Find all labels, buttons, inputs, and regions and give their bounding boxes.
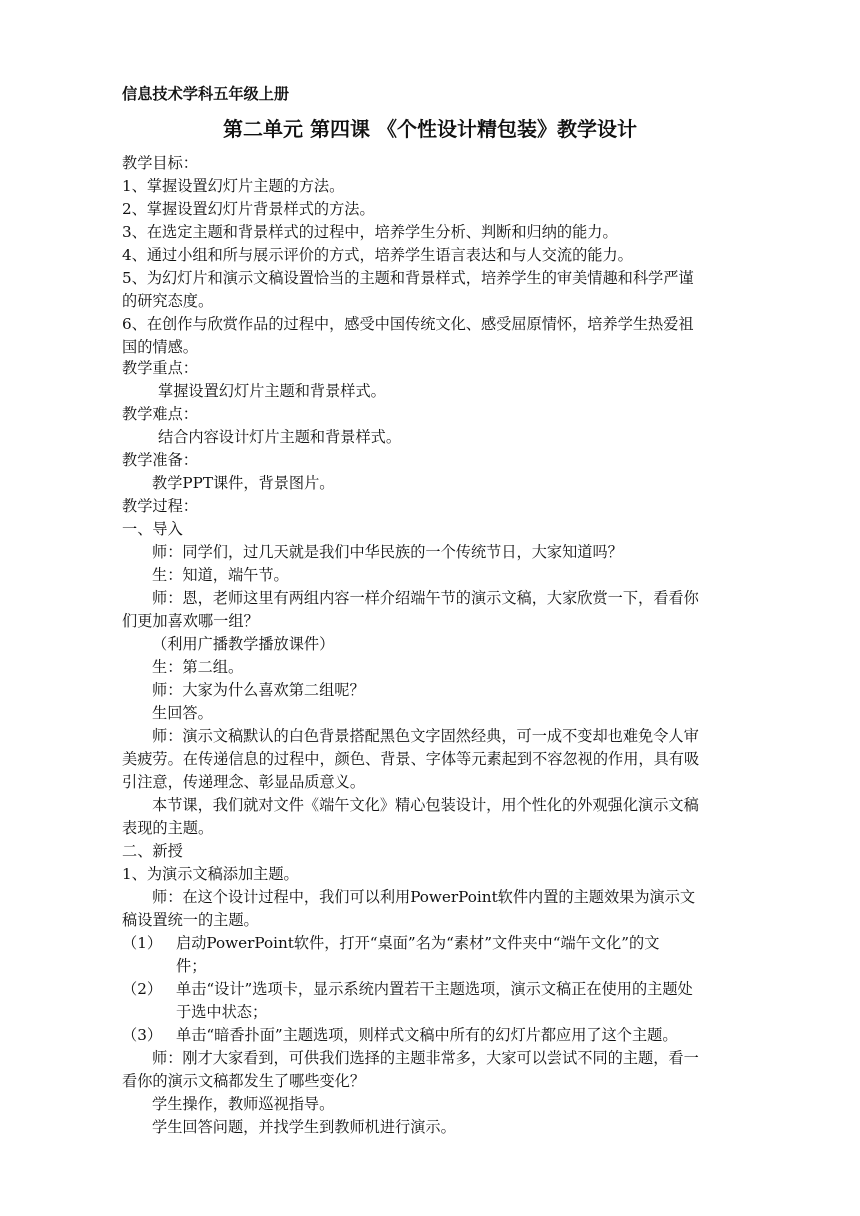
preparation-text: 教学PPT课件，背景图片。 xyxy=(152,474,335,492)
dialogue-line: 生：第二组。 xyxy=(152,658,244,676)
dialogue-line: 学生回答问题，并找学生到教师机进行演示。 xyxy=(152,1118,456,1136)
objective-item: 5、为幻灯片和演示文稿设置恰当的主题和背景样式，培养学生的审美情趣和科学严谨 xyxy=(122,269,694,287)
sub-heading: 1、为演示文稿添加主题。 xyxy=(122,865,299,883)
dialogue-line-continued: 稿设置统一的主题。 xyxy=(122,911,259,929)
dialogue-line: 师：恩，老师这里有两组内容一样介绍端午节的演示文稿，大家欣赏一下，看看你 xyxy=(152,589,699,607)
key-points-text: 掌握设置幻灯片主题和背景样式。 xyxy=(158,382,386,400)
dialogue-line: 学生操作，教师巡视指导。 xyxy=(152,1095,335,1113)
step-text: 启动PowerPoint软件，打开“桌面”名为“素材”文件夹中“端午文化”的文 xyxy=(176,934,660,952)
difficulties-heading: 教学难点： xyxy=(122,405,198,423)
document-title: 第二单元 第四课 《个性设计精包装》教学设计 xyxy=(223,117,637,141)
subject-line: 信息技术学科五年级上册 xyxy=(122,85,290,103)
objective-item: 3、在选定主题和背景样式的过程中，培养学生分析、判断和归纳的能力。 xyxy=(122,223,618,241)
dialogue-line: 师：在这个设计过程中，我们可以利用PowerPoint软件内置的主题效果为演示文 xyxy=(152,888,696,906)
dialogue-line-continued: 美疲劳。在传递信息的过程中，颜色、背景、字体等元素起到不容忽视的作用，具有吸 xyxy=(122,750,700,768)
difficulties-text: 结合内容设计灯片主题和背景样式。 xyxy=(158,428,401,446)
objective-item: 2、掌握设置幻灯片背景样式的方法。 xyxy=(122,200,375,218)
step-number: （3） xyxy=(122,1026,163,1044)
step-text-continued: 件； xyxy=(176,957,207,975)
dialogue-line-continued: 表现的主题。 xyxy=(122,819,214,837)
dialogue-line: 生回答。 xyxy=(152,704,213,722)
dialogue-line: 本节课，我们就对文件《端午文化》精心包装设计，用个性化的外观强化演示文稿 xyxy=(152,796,699,814)
step-number: （1） xyxy=(122,934,163,952)
dialogue-line-continued: 看你的演示文稿都发生了哪些变化？ xyxy=(122,1072,365,1090)
intro-heading: 一、导入 xyxy=(122,520,183,538)
objectives-heading: 教学目标： xyxy=(122,154,198,172)
dialogue-line-continued: 们更加喜欢哪一组？ xyxy=(122,612,259,630)
dialogue-line: 师：同学们，过几天就是我们中华民族的一个传统节日，大家知道吗？ xyxy=(152,543,623,561)
objective-item-continued: 国的情感。 xyxy=(122,338,198,356)
objective-item: 1、掌握设置幻灯片主题的方法。 xyxy=(122,177,345,195)
process-heading: 教学过程： xyxy=(122,497,198,515)
dialogue-line: 师：刚才大家看到，可供我们选择的主题非常多，大家可以尝试不同的主题，看一 xyxy=(152,1049,699,1067)
dialogue-line: 师：演示文稿默认的白色背景搭配黑色文字固然经典，可一成不变却也难免令人审 xyxy=(152,727,699,745)
objective-item-continued: 的研究态度。 xyxy=(122,292,214,310)
objective-item: 4、通过小组和所与展示评价的方式，培养学生语言表达和与人交流的能力。 xyxy=(122,246,633,264)
new-lesson-heading: 二、新授 xyxy=(122,842,183,860)
step-number: （2） xyxy=(122,980,163,998)
key-points-heading: 教学重点： xyxy=(122,359,198,377)
step-text-continued: 于选中状态； xyxy=(176,1003,268,1021)
preparation-heading: 教学准备： xyxy=(122,451,198,469)
step-text: 单击“设计”选项卡，显示系统内置若干主题选项，演示文稿正在使用的主题处 xyxy=(176,980,693,998)
dialogue-line-continued: 引注意，传递理念、彰显品质意义。 xyxy=(122,773,365,791)
dialogue-note: （利用广播教学播放课件） xyxy=(152,635,335,653)
dialogue-line: 生：知道，端午节。 xyxy=(152,566,289,584)
step-text: 单击“暗香扑面”主题选项，则样式文稿中所有的幻灯片都应用了这个主题。 xyxy=(176,1026,678,1044)
objective-item: 6、在创作与欣赏作品的过程中，感受中国传统文化、感受屈原情怀，培养学生热爱祖 xyxy=(122,315,694,333)
dialogue-line: 师：大家为什么喜欢第二组呢？ xyxy=(152,681,365,699)
